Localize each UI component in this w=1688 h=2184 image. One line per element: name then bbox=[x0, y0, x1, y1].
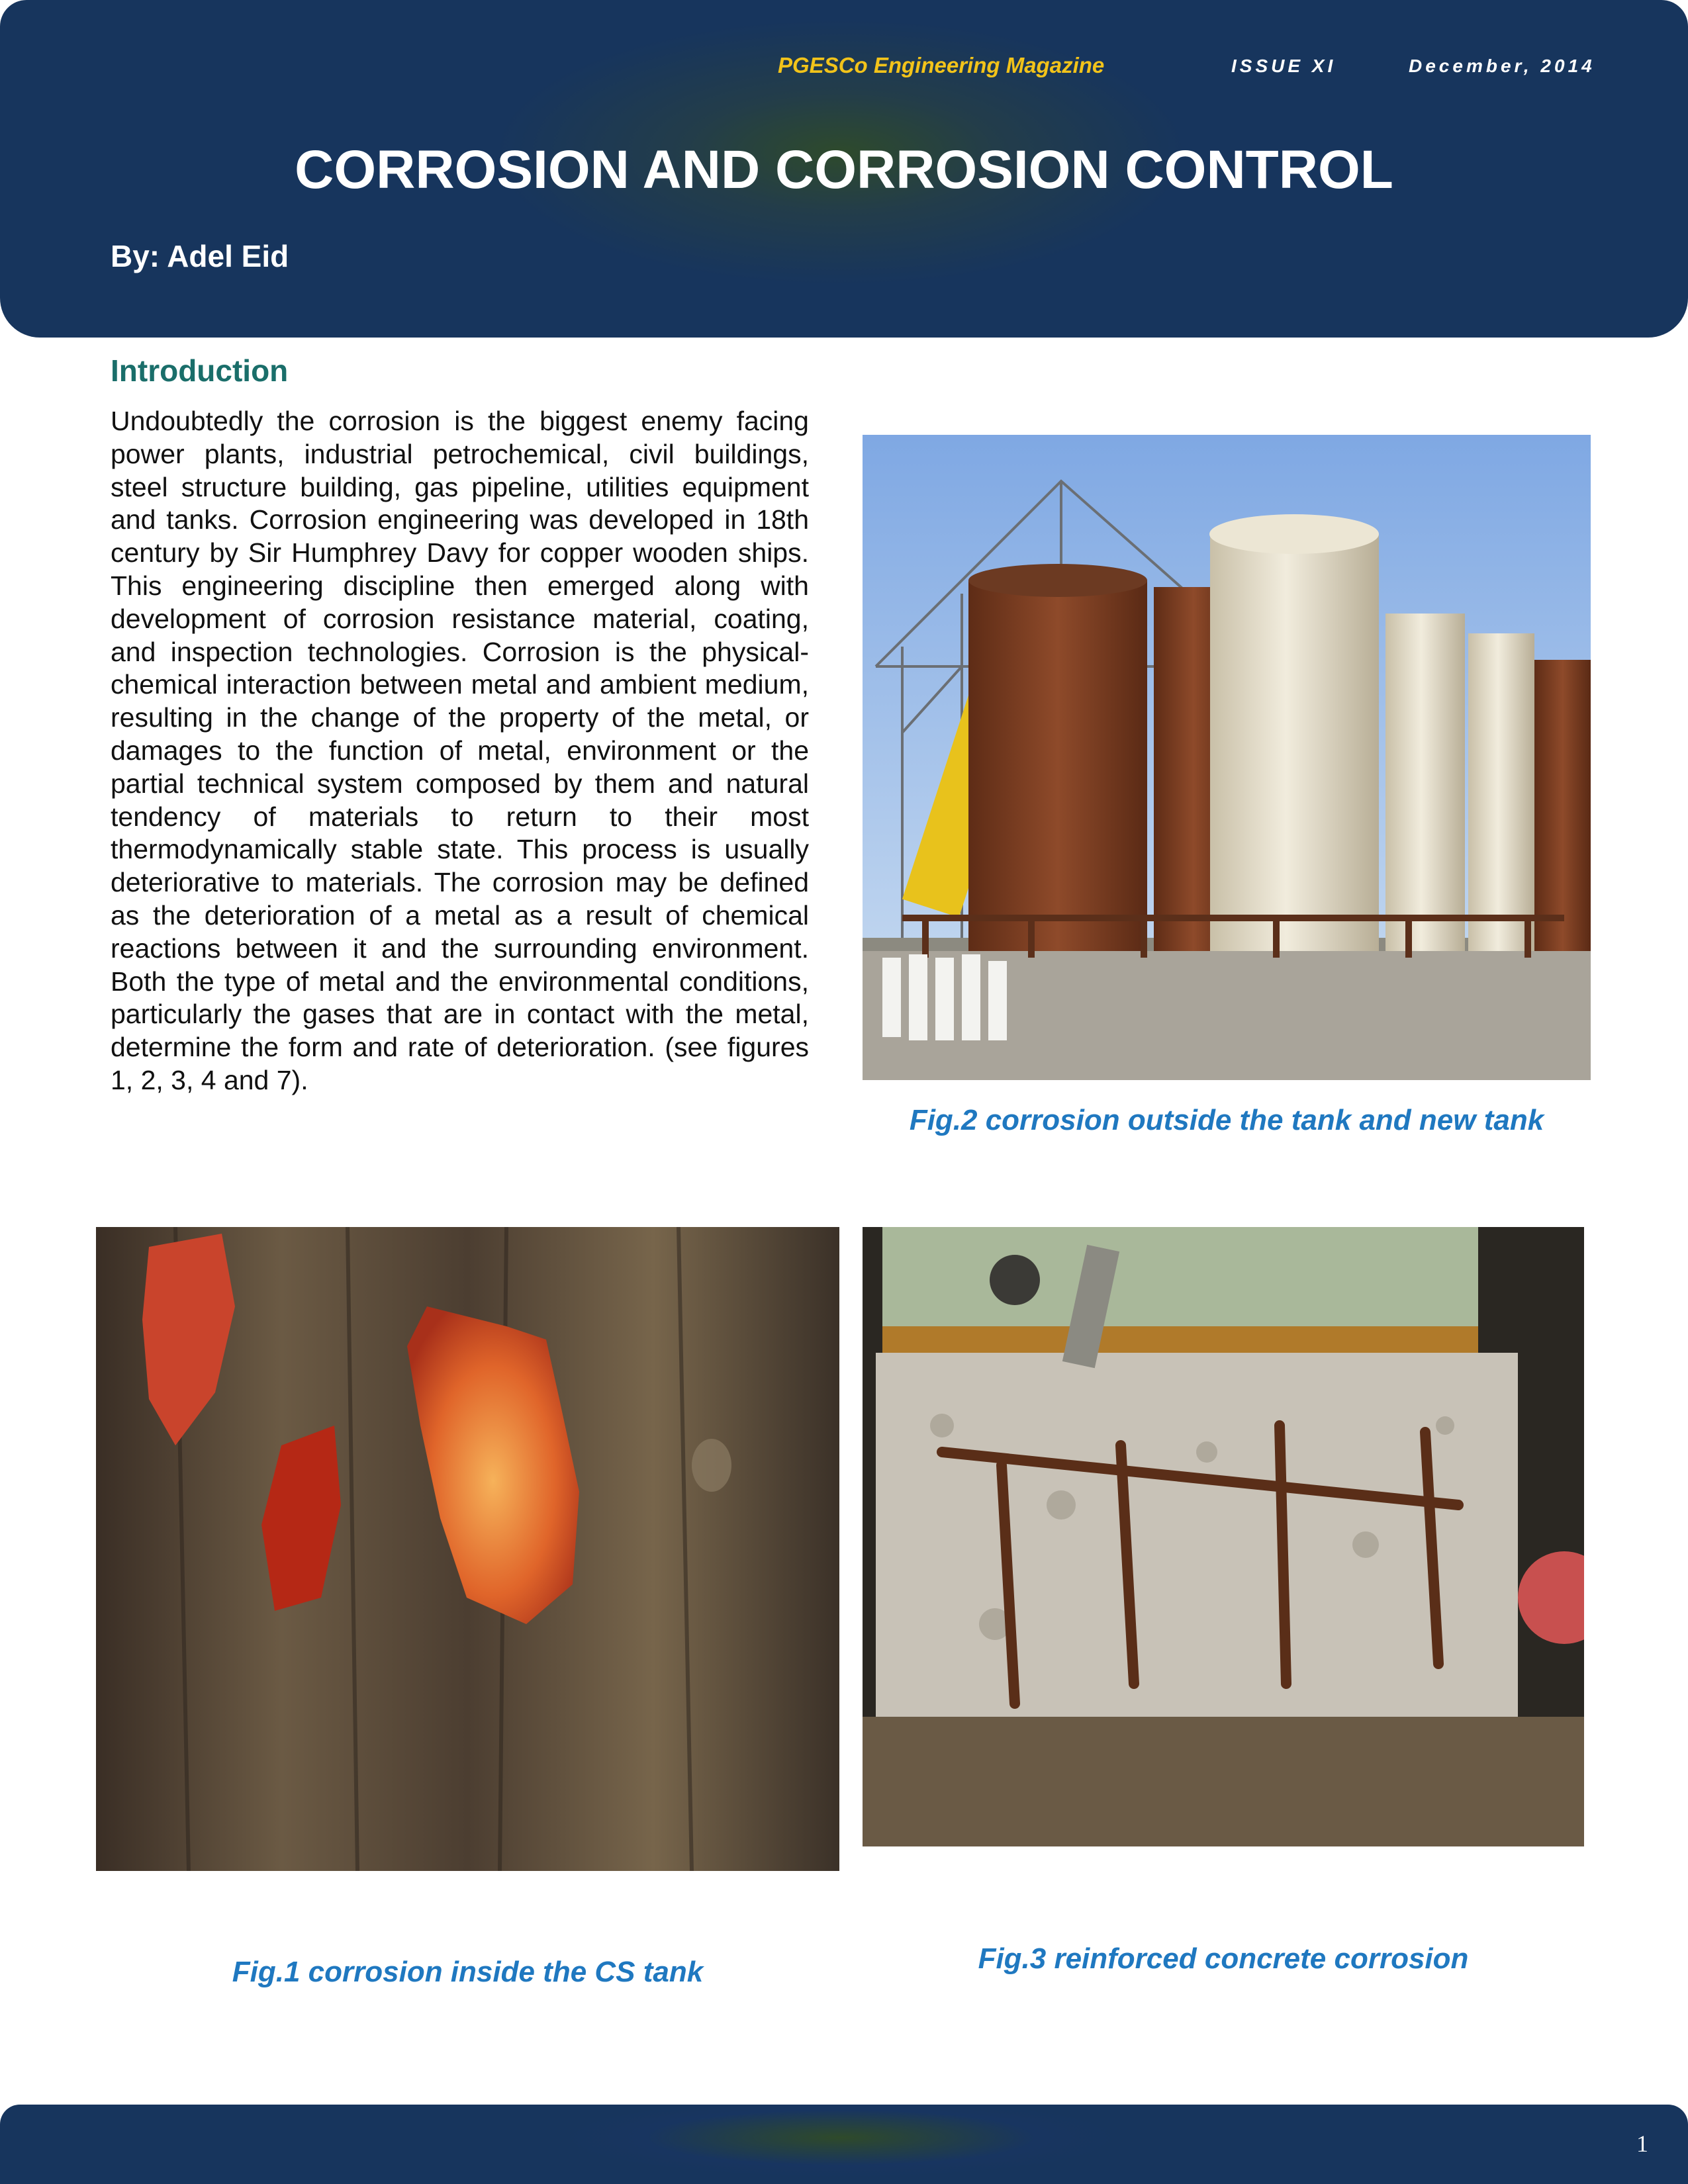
fig1-caption: Fig.1 corrosion inside the CS tank bbox=[232, 1956, 704, 1988]
fig2-caption: Fig.2 corrosion outside the tank and new tank bbox=[909, 1104, 1544, 1136]
header-banner bbox=[0, 0, 1688, 338]
issue-date: December, 2014 bbox=[1409, 56, 1595, 76]
magazine-name: PGESCo Engineering Magazine bbox=[778, 53, 1105, 77]
footer-bar bbox=[0, 2105, 1688, 2184]
fig1-image bbox=[96, 1227, 839, 1871]
issue-label: ISSUE XI bbox=[1231, 56, 1336, 76]
fig2-image bbox=[863, 435, 1591, 1080]
article-author: By: Adel Eid bbox=[111, 239, 289, 273]
fig2-tanks-photo bbox=[863, 435, 1591, 1080]
fig3-concrete-photo bbox=[863, 1227, 1584, 1846]
article-title: CORROSION AND CORROSION CONTROL bbox=[295, 140, 1393, 200]
page-number: 1 bbox=[1636, 2130, 1648, 2157]
introduction-heading: Introduction bbox=[111, 353, 289, 388]
introduction-body: Undoubtedly the corrosion is the biggest enemy facing power plants, industrial petrochemical, civil buildings, steel structure building, gas pipeline, utilities equipment and tanks. Corrosion engineering was developed in 18th century by Sir Humphrey Davy for copper wooden ships. This engineering discipline then emerged along with development of corrosion resistance material, coating, and inspection technologies. Corrosion is the physical-chemical interaction between metal and ambient medium, resulting in the change of the property of the metal, or damages to the function of metal, environment or the partial technical system composed by them and natural tendency of materials to return to their most thermodynamically stable state. This process is usually deteriorative to materials. The corrosion may be defined as the deterioration of a metal as a result of chemical reactions between it and the surrounding environment. Both the type of metal and the environmental conditions, particularly the gases that are in contact with the metal, determine the form and rate of deterioration. (see figures 1, 2, 3, 4 and 7). bbox=[111, 406, 809, 1095]
fig1-corroded-plate-photo bbox=[96, 1227, 839, 1871]
fig3-image bbox=[863, 1227, 1584, 1846]
fig3-caption: Fig.3 reinforced concrete corrosion bbox=[978, 1942, 1469, 1975]
